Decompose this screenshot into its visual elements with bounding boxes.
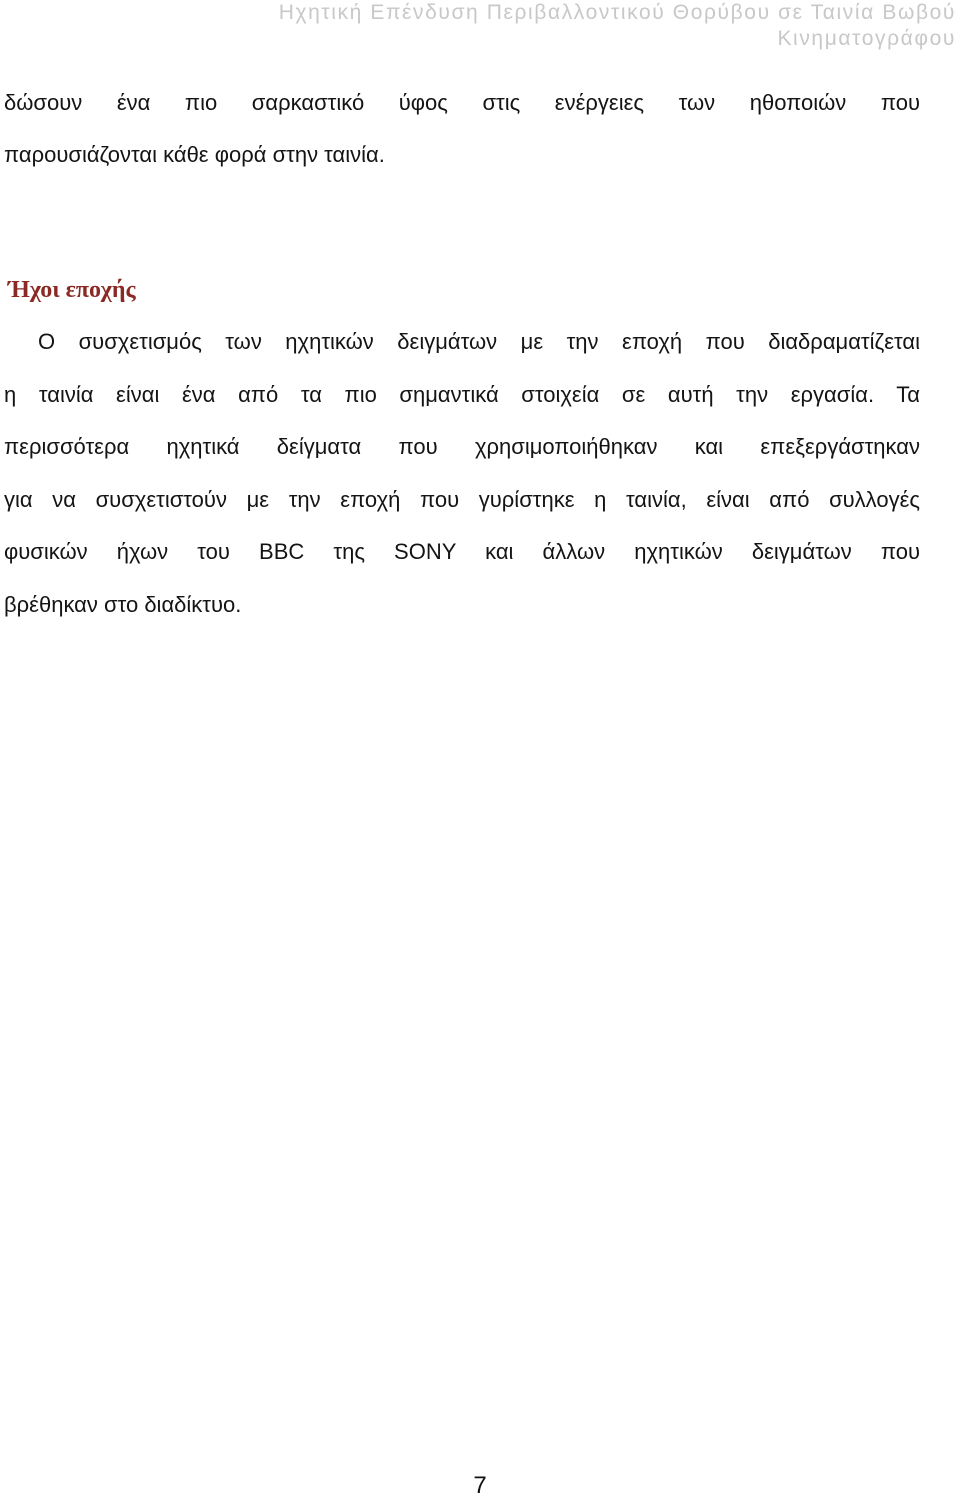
section-heading: Ήχοι εποχής (8, 277, 136, 303)
paragraph-line: η ταινία είναι ένα από τα πιο σημαντικά στοιχεία σε αυτή την εργασία. Τα (4, 381, 920, 407)
paragraph-line: Ο συσχετισμός των ηχητικών δειγμάτων με την εποχή που διαδραματίζεται (38, 329, 920, 354)
paragraph-line: για να συσχετιστούν με την εποχή που γυρίστηκε η ταινία, είναι από συλλογές (4, 486, 920, 512)
paragraph-line: βρέθηκαν στο διαδίκτυο. (4, 591, 242, 617)
paragraph-line: δώσουν ένα πιο σαρκαστικό ύφος στις ενέργειες των ηθοποιών που (4, 90, 920, 115)
running-header-line-2: Κινηματογράφου (777, 27, 956, 50)
page-number: 7 (473, 1472, 487, 1499)
continued-paragraph (4, 77, 920, 181)
running-header-line-1: Ηχητική Επένδυση Περιβαλλοντικού Θορύβου σε Ταινία Βωβού (278, 1, 956, 24)
paragraph-line: παρουσιάζονται κάθε φορά στην ταινία. (4, 142, 385, 167)
paragraph-line: φυσικών ήχων του BBC της SONY και άλλων ηχητικών δειγμάτων που (4, 539, 920, 564)
paragraph-line: περισσότερα ηχητικά δείγματα που χρησιμοποιήθηκαν και επεξεργάστηκαν (4, 434, 920, 459)
section-paragraph (4, 316, 920, 631)
running-header (136, 0, 956, 52)
